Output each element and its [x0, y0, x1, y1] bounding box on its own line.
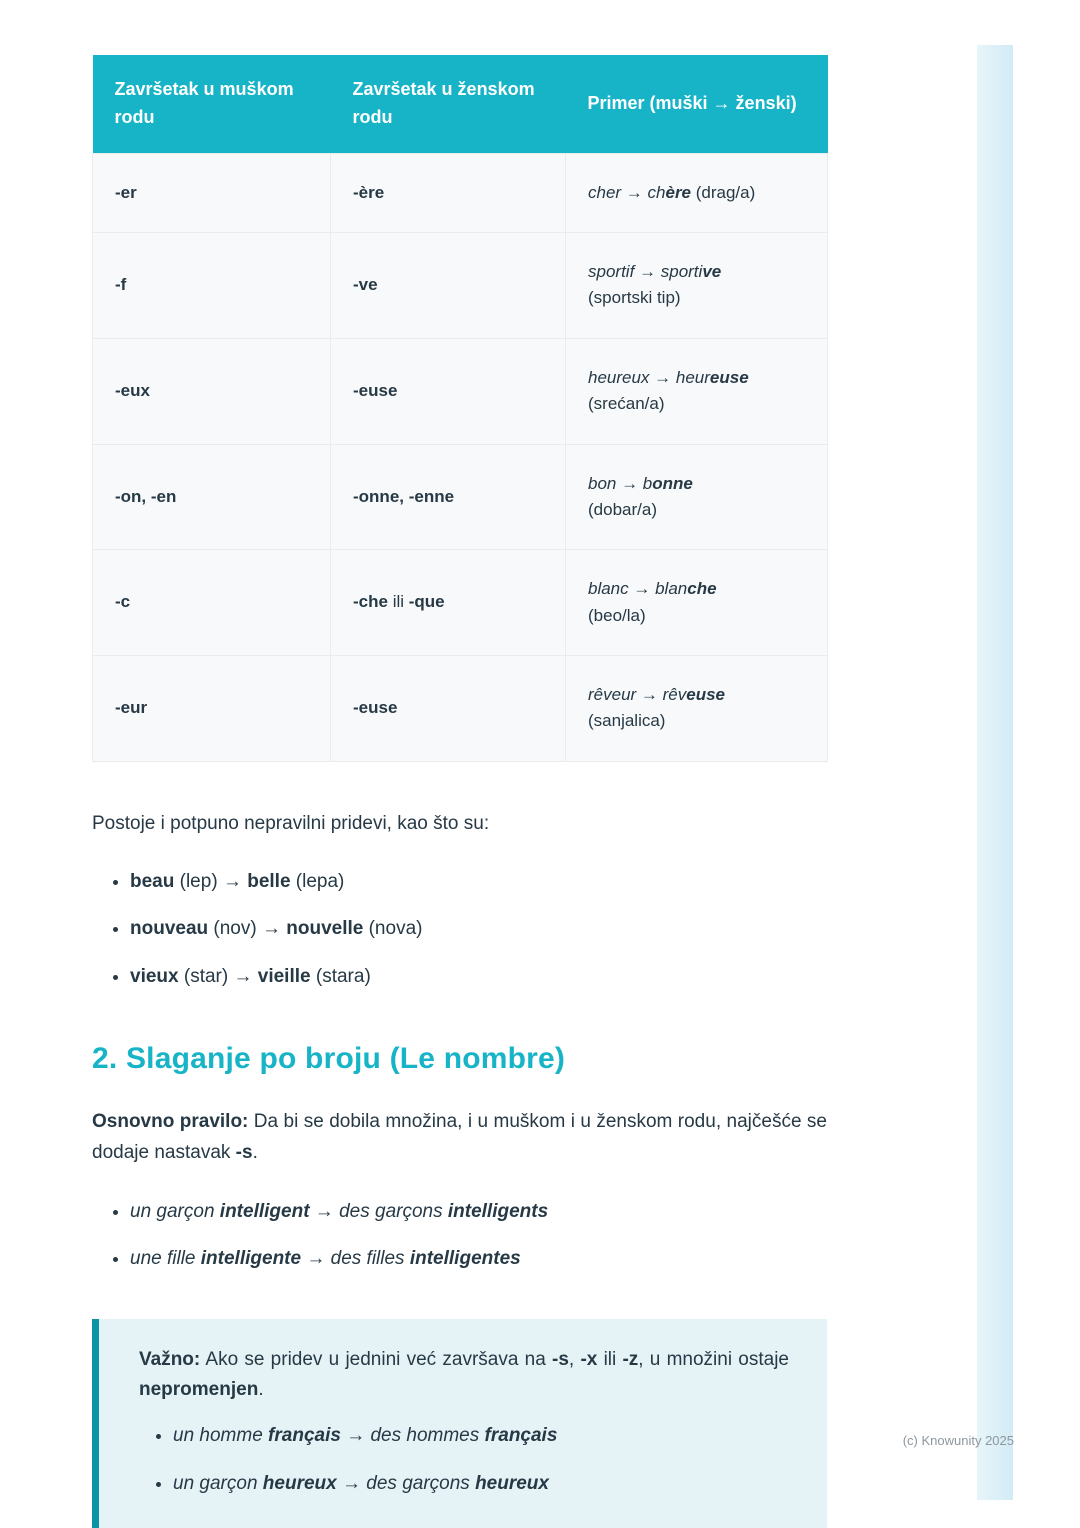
text-segment: -z — [622, 1348, 639, 1370]
text-segment: -s — [235, 1142, 253, 1164]
table-row — [93, 338, 828, 444]
text-segment: -onne, -enne — [353, 486, 455, 506]
table-cell-masculine — [93, 338, 331, 444]
table-row — [93, 655, 828, 761]
text-segment: -eur — [115, 698, 148, 718]
text-segment: (dobar/a) — [588, 499, 657, 519]
table-header-cell: Završetak u ženskom rodu — [331, 55, 566, 153]
text-segment: -euse — [353, 698, 398, 718]
text-segment: (lep) → — [174, 870, 248, 892]
table-cell-masculine — [93, 655, 331, 761]
text-segment: → des garçons — [309, 1200, 448, 1222]
text-segment: Ako se pridev u jednini već završava na — [200, 1348, 553, 1370]
list-item — [173, 1469, 789, 1499]
table-cell-feminine — [331, 550, 566, 656]
text-segment: nouveau — [130, 918, 209, 940]
text-segment: beau — [130, 870, 175, 892]
table-header-cell: Završetak u muškom rodu — [93, 55, 331, 153]
text-segment: heureux — [475, 1472, 549, 1494]
table-row — [93, 153, 828, 232]
text-segment: (beo/la) — [588, 605, 646, 625]
text-segment: français — [268, 1425, 341, 1447]
text-segment: un garçon — [173, 1472, 263, 1494]
text-segment: → des hommes — [340, 1425, 485, 1447]
table-row — [93, 550, 828, 656]
text-segment: cher → ch — [588, 182, 666, 202]
list-item — [130, 867, 806, 897]
table-cell-example — [566, 153, 828, 232]
text-segment: (drag/a) — [691, 182, 756, 202]
table-cell-feminine — [331, 233, 566, 339]
text-segment: (star) → — [178, 965, 258, 987]
text-segment: -que — [408, 592, 445, 612]
text-segment: -che — [353, 592, 388, 612]
text-segment: Da bi se dobila množina, i u muškom i u ženskom rodu, najčešće se dodaje nastavak — [92, 1111, 827, 1164]
table-row — [93, 233, 828, 339]
text-segment: euse — [686, 684, 725, 704]
text-segment: nouvelle — [286, 918, 364, 940]
plural-examples-list — [106, 1197, 806, 1275]
table-cell-example — [566, 550, 828, 656]
callout-examples-list — [149, 1421, 789, 1499]
text-segment: (srećan/a) — [588, 394, 665, 414]
table-cell-feminine — [331, 153, 566, 232]
text-segment: (nova) — [363, 918, 423, 940]
text-segment: belle — [247, 870, 291, 892]
text-segment: heureux → heur — [588, 367, 710, 387]
text-segment: sportif → sporti — [588, 262, 703, 282]
table-cell-example — [566, 233, 828, 339]
list-item — [130, 1244, 806, 1274]
table-cell-feminine — [331, 444, 566, 550]
text-segment: ve — [702, 262, 722, 282]
text-segment: Važno: — [139, 1348, 201, 1370]
table-header-cell: Primer (muški → ženski) — [566, 55, 828, 153]
irregular-adjectives-list — [106, 867, 806, 992]
table-cell-example — [566, 444, 828, 550]
important-callout — [92, 1319, 827, 1528]
text-segment: intelligentes — [409, 1248, 521, 1270]
text-segment: intelligente — [200, 1248, 302, 1270]
text-segment: bon → b — [588, 473, 653, 493]
text-segment: . — [258, 1378, 264, 1400]
text-segment: heureux — [262, 1472, 337, 1494]
text-segment: ili — [387, 592, 409, 612]
text-segment: intelligents — [447, 1200, 549, 1222]
text-segment: -ère — [353, 182, 385, 202]
text-segment: , — [568, 1348, 581, 1370]
text-segment: , u množini ostaje — [638, 1348, 789, 1370]
table-cell-example — [566, 338, 828, 444]
text-segment: -euse — [353, 380, 398, 400]
text-segment: nepromenjen — [139, 1378, 259, 1400]
text-segment: . — [252, 1142, 258, 1164]
irregular-intro-paragraph: Postoje i potpuno nepravilni pridevi, kao što su: — [92, 812, 490, 834]
table-cell-feminine — [331, 338, 566, 444]
text-segment: -eux — [115, 380, 150, 400]
table-cell-feminine — [331, 655, 566, 761]
adjective-endings-table — [92, 55, 828, 762]
text-segment: un garçon — [130, 1200, 220, 1222]
table-cell-masculine — [93, 153, 331, 232]
table-header-row — [93, 55, 828, 153]
list-item — [130, 962, 806, 992]
table-cell-masculine — [93, 550, 331, 656]
section-heading: 2. Slaganje po broju (Le nombre) — [92, 1042, 566, 1076]
callout-text — [139, 1345, 789, 1406]
table-row — [93, 444, 828, 550]
table-cell-masculine — [93, 444, 331, 550]
list-item — [130, 1197, 806, 1227]
text-segment: un homme — [173, 1425, 269, 1447]
text-segment: -on, -en — [115, 486, 177, 506]
text-segment: -x — [580, 1348, 598, 1370]
text-segment: → des garçons — [336, 1472, 476, 1494]
table-cell-masculine — [93, 233, 331, 339]
text-segment: Osnovno pravilo: — [92, 1111, 249, 1133]
text-segment: (sportski tip) — [588, 288, 681, 308]
text-segment: vieille — [257, 965, 311, 987]
text-segment: rêveur → rêv — [588, 684, 687, 704]
text-segment: onne — [652, 473, 693, 493]
text-segment: une fille — [130, 1248, 201, 1270]
text-segment: vieux — [130, 965, 179, 987]
text-segment: -ve — [353, 275, 378, 295]
table-body — [93, 153, 828, 761]
text-segment: -s — [552, 1348, 569, 1370]
text-segment: -f — [115, 275, 127, 295]
text-segment: français — [484, 1425, 558, 1447]
text-segment: (sanjalica) — [588, 711, 666, 731]
list-item — [130, 914, 806, 944]
text-segment: (nov) → — [208, 918, 287, 940]
page-edge-strip — [977, 45, 1013, 1500]
copyright-note: (c) Knowunity 2025 — [902, 1433, 1014, 1448]
table-cell-example — [566, 655, 828, 761]
table-head — [93, 55, 828, 153]
text-segment: ili — [597, 1348, 623, 1370]
text-segment: (stara) — [310, 965, 371, 987]
text-segment: ère — [665, 182, 692, 202]
text-segment: intelligent — [219, 1200, 310, 1222]
number-rule-paragraph — [92, 1106, 827, 1169]
text-segment: → des filles — [301, 1248, 410, 1270]
list-item — [173, 1421, 789, 1451]
text-segment: blanc → blan — [588, 579, 688, 599]
text-segment: -c — [115, 592, 131, 612]
text-segment: che — [687, 579, 717, 599]
text-segment: euse — [709, 367, 749, 387]
text-segment: (lepa) — [290, 870, 345, 892]
text-segment: -er — [115, 182, 137, 202]
